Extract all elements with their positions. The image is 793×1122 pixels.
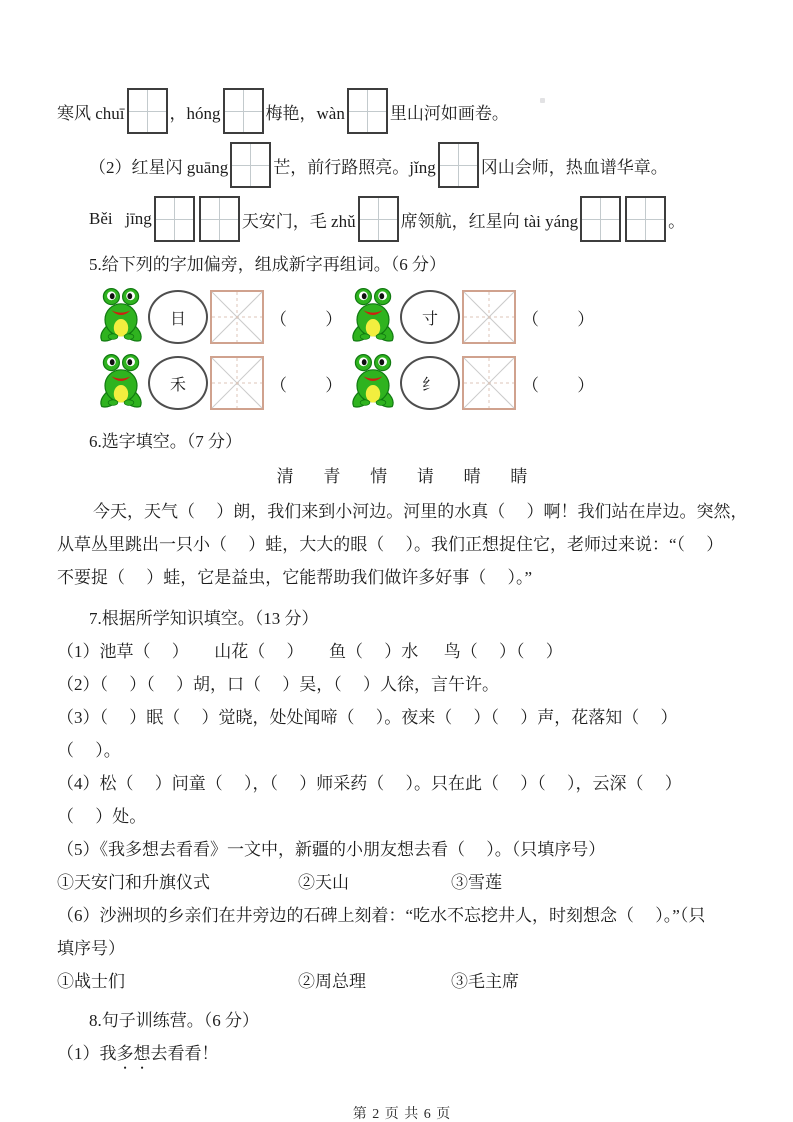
q5-frog-row2 (97, 353, 793, 413)
q4-line1-text2: ，hóng (169, 103, 221, 123)
q7-item5-options (57, 866, 793, 899)
tianzige-box (127, 88, 168, 134)
frog-icon (97, 286, 145, 349)
q5-item-si (349, 353, 601, 413)
tianzige-box (199, 196, 240, 242)
q4-line3-text4: 。 (668, 211, 686, 231)
radical-circle (148, 290, 208, 344)
q5-item-he (97, 353, 349, 413)
frog-icon (97, 352, 145, 415)
tianzige-box (223, 88, 264, 134)
q5-item-ri (97, 287, 349, 347)
radical-circle (148, 356, 208, 410)
q4-line1-text1: 寒风 chuī (57, 103, 125, 123)
mizige-box (210, 356, 264, 410)
tianzige-box (580, 196, 621, 242)
answer-blank: （ ） (270, 309, 343, 329)
q7-item4-continuation: （ ）处。 (57, 807, 147, 826)
radical-circle (400, 356, 460, 410)
q7-item2: （2）（ ）（ ）胡，口（ ）吴，（ ）人徐，言午许。 (57, 675, 499, 694)
q5-title: 5.给下列的字加偏旁，组成新字再组词。（6 分） (89, 255, 446, 274)
answer-blank: （ ） (522, 309, 595, 329)
answer-blank: （ ） (270, 375, 343, 395)
base-character: 寸 (421, 310, 438, 328)
scan-artifact (540, 98, 545, 103)
q8-item1 (57, 1037, 793, 1073)
q5-frog-row1 (97, 287, 793, 347)
q7-item3: （3）（ ）眠（ ）觉晓，处处闻啼（ ）。夜来（ ）（ ）声，花落知（ ） (57, 708, 678, 727)
mizige-box (462, 290, 516, 344)
q4-line3-text3: 席领航，红星向 tài yáng (400, 211, 579, 231)
q7-item6: （6）沙洲坝的乡亲们在井旁边的石碑上刻着：“吃水不忘挖井人，时刻想念（ ）。”（只 (57, 906, 706, 925)
q8-emphasized-words: 多想 (116, 1044, 151, 1063)
q6-character-choices: 清 青 情 请 晴 睛 (276, 467, 528, 486)
q8-item1-text: （1）我 (57, 1044, 117, 1063)
base-character: 禾 (169, 376, 186, 394)
mizige-box (210, 290, 264, 344)
option-1: ①战士们 (57, 972, 125, 991)
tianzige-box (625, 196, 666, 242)
frog-icon (349, 352, 397, 415)
option-2: ②天山 (298, 873, 349, 892)
q6-title: 6.选字填空。（7 分） (89, 432, 242, 451)
q4-line3-text2: 天安门，毛 zhǔ (241, 211, 356, 231)
q6-paragraph-line3: 不要捉（ ）蛙，它是益虫，它能帮助我们做许多好事（ ）。” (57, 568, 533, 587)
q4-line2-text3: 冈山会师，热血谱华章。 (480, 157, 668, 177)
q4-line1 (57, 88, 793, 134)
tianzige-box (358, 196, 399, 242)
option-3: ③雪莲 (451, 873, 502, 892)
answer-blank: （ ） (522, 375, 595, 395)
mizige-box (462, 356, 516, 410)
q7-title: 7.根据所学知识填空。（13 分） (89, 609, 319, 628)
q7-item5: （5）《我多想去看看》一文中，新疆的小朋友想去看（ ）。（只填序号） (57, 840, 606, 859)
q4-line2-text1: （2）红星闪 guāng (89, 157, 229, 177)
q5-item-cun (349, 287, 601, 347)
q8-item1-text-end: 去看看！ (150, 1044, 219, 1063)
base-character: 日 (169, 310, 186, 328)
base-character: 纟 (421, 376, 438, 394)
tianzige-box (347, 88, 388, 134)
q8-title: 8.句子训练营。（6 分） (89, 1011, 259, 1030)
q7-item4: （4）松（ ）问童（ ），（ ）师采药（ ）。只在此（ ）（ ），云深（ ） (57, 774, 682, 793)
option-3: ③毛主席 (451, 972, 519, 991)
tianzige-box (230, 142, 271, 188)
option-2: ②周总理 (298, 972, 366, 991)
page-footer: 第 2 页 共 6 页 (352, 1107, 452, 1122)
q4-line2-text2: 芒，前行路照亮。jǐng (273, 157, 436, 177)
q4-line1-text3: 梅艳，wàn (265, 103, 345, 123)
q7-item1: （1）池草（ ） 山花（ ） 鱼（ ）水 鸟（ ）（ ） (57, 642, 563, 661)
frog-icon (349, 286, 397, 349)
q6-paragraph-line2: 从草丛里跳出一只小（ ）蛙，大大的眼（ ）。我们正想捉住它，老师过来说：“（ ） (57, 535, 724, 554)
q4-line2 (89, 142, 793, 188)
q4-line1-text4: 里山河如画卷。 (389, 103, 509, 123)
q6-paragraph-line1: 今天，天气（ ）朗，我们来到小河边。河里的水真（ ）啊！我们站在岸边。突然， (93, 502, 748, 521)
tianzige-box (154, 196, 195, 242)
q7-item6-options (57, 965, 793, 998)
option-1: ①天安门和升旗仪式 (57, 873, 210, 892)
radical-circle (400, 290, 460, 344)
tianzige-box (438, 142, 479, 188)
q4-line3 (89, 196, 793, 242)
q7-item6-continuation: 填序号） (57, 939, 125, 958)
q4-line3-text1: Běi jīng (89, 209, 152, 228)
q7-item3-continuation: （ ）。 (57, 741, 121, 760)
